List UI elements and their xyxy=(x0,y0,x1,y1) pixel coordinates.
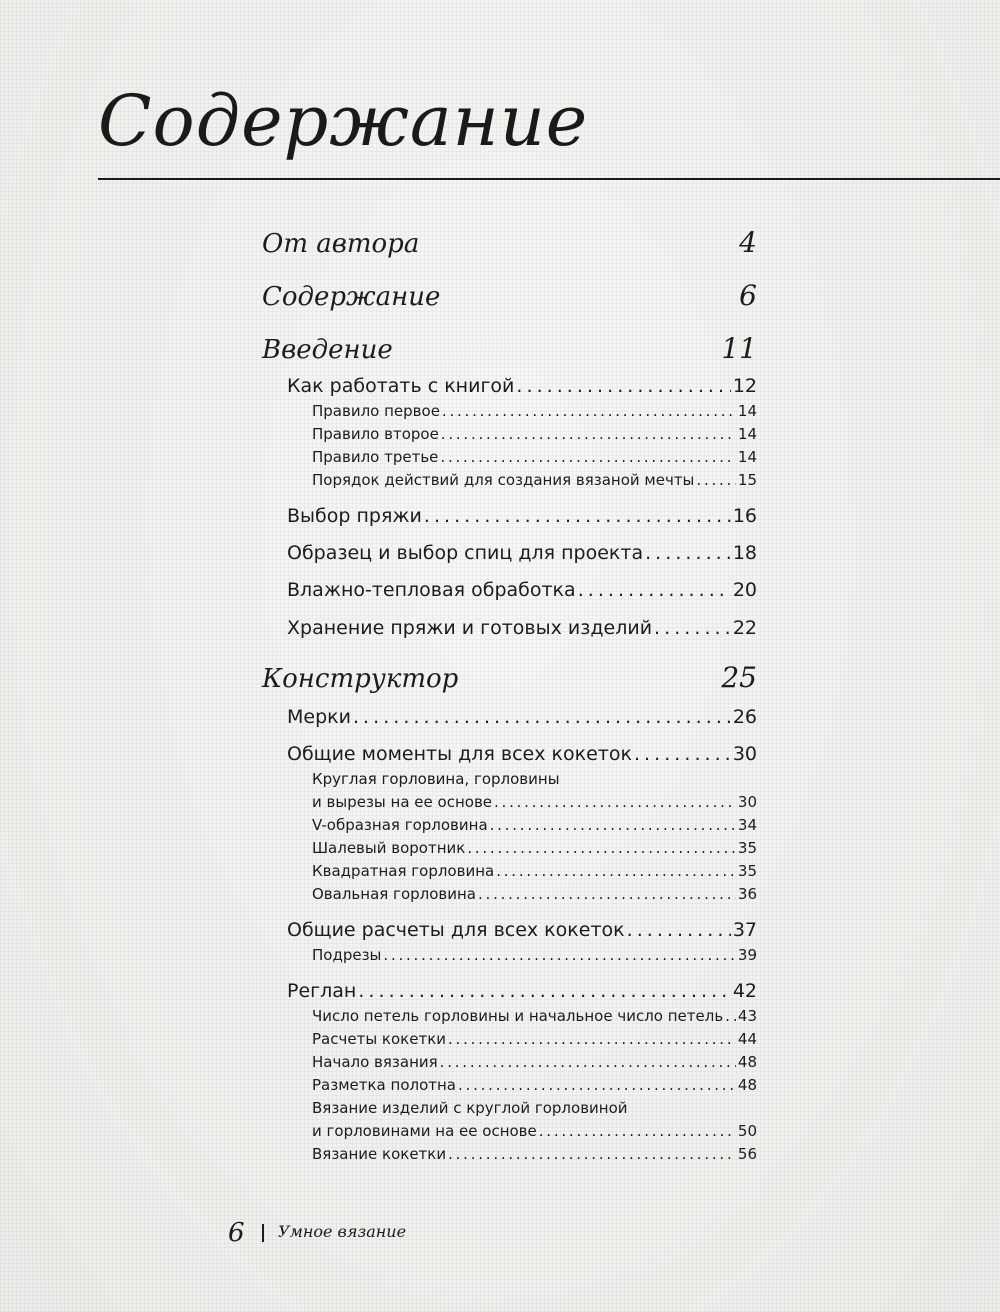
leader-dots xyxy=(645,542,731,564)
toc-label: Подрезы xyxy=(312,946,382,964)
toc-page: 14 xyxy=(737,402,757,420)
toc-page: 25 xyxy=(721,661,757,694)
toc-page: 42 xyxy=(732,980,757,1002)
toc-page: 20 xyxy=(732,579,757,601)
footer-book-title: Умное вязание xyxy=(278,1222,407,1241)
toc-subsection[interactable] xyxy=(312,402,757,420)
toc-page: 44 xyxy=(737,1030,757,1048)
toc-label: Правило первое xyxy=(312,402,440,420)
toc-subsection-line1[interactable] xyxy=(312,1099,757,1117)
toc-subsection[interactable] xyxy=(312,1053,757,1071)
toc-subsection[interactable] xyxy=(312,448,757,466)
toc-label: Влажно-тепловая обработка xyxy=(287,579,576,601)
toc-label: V-образная горловина xyxy=(312,816,488,834)
toc-page: 34 xyxy=(737,816,757,834)
toc-subsection[interactable] xyxy=(312,793,757,811)
toc-page: 36 xyxy=(737,885,757,903)
toc-label: Начало вязания xyxy=(312,1053,438,1071)
leader-dots xyxy=(458,1076,736,1094)
toc-label: Правило третье xyxy=(312,448,439,466)
toc-label: Шалевый воротник xyxy=(312,839,466,857)
leader-dots xyxy=(725,1007,736,1025)
leader-dots xyxy=(496,862,736,880)
toc-section[interactable] xyxy=(287,542,757,564)
toc-subsection[interactable] xyxy=(312,885,757,903)
toc-label: Как работать с книгой xyxy=(287,375,515,397)
leader-dots xyxy=(539,1122,736,1140)
toc-label: Мерки xyxy=(287,706,351,728)
leader-dots xyxy=(654,617,731,639)
toc-page: 30 xyxy=(732,743,757,765)
toc-page: 56 xyxy=(737,1145,757,1163)
footer-divider xyxy=(262,1224,264,1242)
leader-dots xyxy=(634,743,731,765)
toc-page: 14 xyxy=(737,448,757,466)
toc-page: 35 xyxy=(737,862,757,880)
toc-chapter-from-author[interactable] xyxy=(262,226,757,259)
toc-subsection[interactable] xyxy=(312,1030,757,1048)
toc-section[interactable] xyxy=(287,980,757,1002)
toc-label: Хранение пряжи и готовых изделий xyxy=(287,617,653,639)
toc-label: и горловинами на ее основе xyxy=(312,1122,537,1140)
leader-dots xyxy=(516,375,730,397)
toc-page: 39 xyxy=(737,946,757,964)
toc-label: Введение xyxy=(262,335,393,365)
toc-page: 16 xyxy=(732,505,757,527)
toc-chapter-introduction[interactable] xyxy=(262,332,757,365)
leader-dots xyxy=(478,885,736,903)
toc-section[interactable] xyxy=(287,579,757,601)
leader-dots xyxy=(353,706,731,728)
toc-label: Правило второе xyxy=(312,425,439,443)
toc-subsection[interactable] xyxy=(312,1007,757,1025)
toc-section[interactable] xyxy=(287,919,757,941)
leader-dots xyxy=(440,448,735,466)
toc-page: 15 xyxy=(737,471,757,489)
leader-dots xyxy=(358,980,730,1002)
toc-subsection[interactable] xyxy=(312,1076,757,1094)
leader-dots xyxy=(467,839,736,857)
toc-page: 50 xyxy=(737,1122,757,1140)
footer-page-number: 6 xyxy=(228,1218,245,1248)
toc-label: Реглан xyxy=(287,980,357,1002)
toc-subsection[interactable] xyxy=(312,425,757,443)
toc-page: 14 xyxy=(737,425,757,443)
leader-dots xyxy=(383,946,736,964)
leader-dots xyxy=(448,1145,736,1163)
toc-subsection[interactable] xyxy=(312,816,757,834)
toc-section[interactable] xyxy=(287,743,757,765)
toc-label: Квадратная горловина xyxy=(312,862,495,880)
toc-label: Вязание кокетки xyxy=(312,1145,447,1163)
toc-subsection[interactable] xyxy=(312,1145,757,1163)
leader-dots xyxy=(490,816,736,834)
toc-subsection[interactable] xyxy=(312,946,757,964)
toc-page: 48 xyxy=(737,1076,757,1094)
leader-dots xyxy=(440,1053,736,1071)
toc-section[interactable] xyxy=(287,617,757,639)
toc-subsection-line1[interactable] xyxy=(312,770,757,788)
toc-label: Вязание изделий с круглой горловиной xyxy=(312,1099,628,1117)
toc-label: Число петель горловины и начальное число петель xyxy=(312,1007,724,1025)
toc-page: 26 xyxy=(732,706,757,728)
toc-section[interactable] xyxy=(287,375,757,397)
leader-dots xyxy=(424,505,731,527)
toc-label: От автора xyxy=(262,229,420,259)
toc-page: 37 xyxy=(732,919,757,941)
toc-label: Общие расчеты для всех кокеток xyxy=(287,919,625,941)
toc-chapter-constructor[interactable] xyxy=(262,661,757,694)
toc-subsection[interactable] xyxy=(312,839,757,857)
toc-page: 6 xyxy=(739,279,757,312)
leader-dots xyxy=(578,579,731,601)
toc-label: Общие моменты для всех кокеток xyxy=(287,743,632,765)
toc-page: 12 xyxy=(732,375,757,397)
toc-section[interactable] xyxy=(287,706,757,728)
toc-section[interactable] xyxy=(287,505,757,527)
leader-dots xyxy=(627,919,731,941)
toc-page: 30 xyxy=(737,793,757,811)
toc-page: 48 xyxy=(737,1053,757,1071)
leader-dots xyxy=(494,793,736,811)
toc-label: Конструктор xyxy=(262,664,459,694)
toc-chapter-contents[interactable] xyxy=(262,279,757,312)
toc-label: Порядок действий для создания вязаной мечты xyxy=(312,471,695,489)
toc-page: 4 xyxy=(739,226,757,259)
toc-page: 35 xyxy=(737,839,757,857)
toc-subsection[interactable] xyxy=(312,862,757,880)
toc-label: Расчеты кокетки xyxy=(312,1030,446,1048)
page-title: Содержание xyxy=(98,80,589,162)
toc-page: 43 xyxy=(737,1007,757,1025)
toc-page: 22 xyxy=(732,617,757,639)
leader-dots xyxy=(441,425,736,443)
toc-label: и вырезы на ее основе xyxy=(312,793,493,811)
toc-label: Выбор пряжи xyxy=(287,505,422,527)
toc-label: Овальная горловина xyxy=(312,885,476,903)
toc-label: Содержание xyxy=(262,282,441,312)
toc-label: Круглая горловина, горловины xyxy=(312,770,560,788)
toc-label: Образец и выбор спиц для проекта xyxy=(287,542,644,564)
leader-dots xyxy=(696,471,736,489)
leader-dots xyxy=(448,1030,736,1048)
leader-dots xyxy=(442,402,736,420)
toc-label: Разметка полотна xyxy=(312,1076,457,1094)
toc-subsection[interactable] xyxy=(312,471,757,489)
toc-page: 18 xyxy=(732,542,757,564)
toc-page: 11 xyxy=(721,332,757,365)
toc-subsection[interactable] xyxy=(312,1122,757,1140)
